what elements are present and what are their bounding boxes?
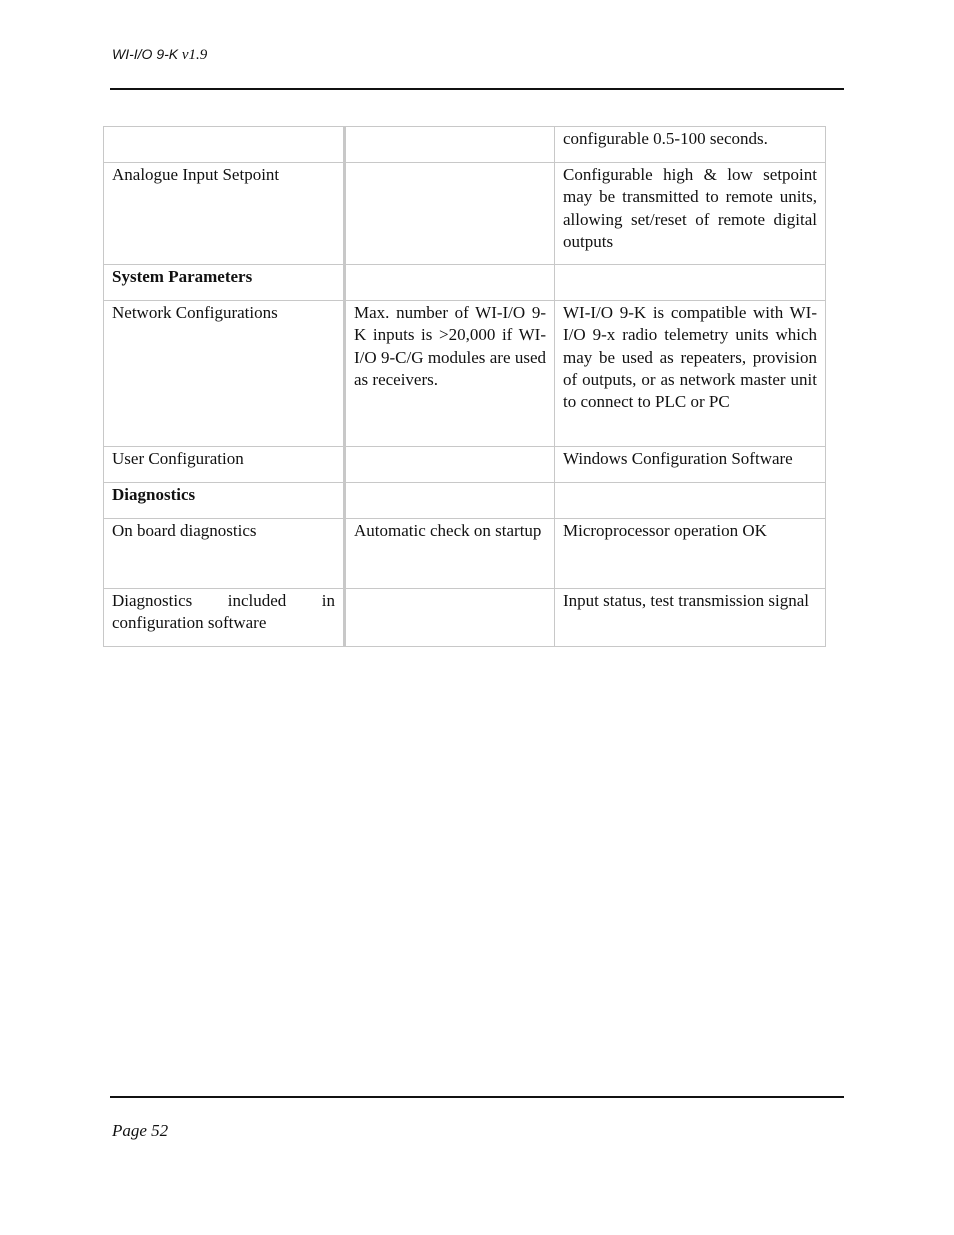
header-rule [110, 88, 844, 90]
table-cell: WI-I/O 9-K is compatible with WI-I/O 9-x radio telemetry units which may be used as repeaters, provision of outputs, or as network master unit to connect to PLC or PC [555, 301, 826, 447]
page-number: Page 52 [112, 1121, 169, 1140]
table-cell [555, 483, 826, 519]
table-cell [345, 265, 555, 301]
table-cell: Analogue Input Setpoint [104, 163, 345, 265]
table-cell: Configurable high & low setpoint may be transmitted to remote units, allowing set/reset of remote digital outputs [555, 163, 826, 265]
table-row [104, 519, 826, 589]
table-cell [104, 127, 345, 163]
section-heading-system-parameters: System Parameters [104, 265, 345, 301]
table-cell [345, 483, 555, 519]
table-row [104, 163, 826, 265]
table-row [104, 589, 826, 647]
table-cell: Network Configurations [104, 301, 345, 447]
table-row [104, 447, 826, 483]
table-row [104, 483, 826, 519]
header-product-name: WI-I/O 9-K [112, 46, 179, 62]
table-cell: configurable 0.5-100 seconds. [555, 127, 826, 163]
table-cell: Automatic check on startup [345, 519, 555, 589]
table-cell [555, 265, 826, 301]
specifications-table [103, 126, 826, 647]
table-cell [345, 127, 555, 163]
table-cell: User Configuration [104, 447, 345, 483]
table-row [104, 127, 826, 163]
table-cell: Diagnostics included in configuration software [104, 589, 345, 647]
table-row [104, 301, 826, 447]
footer-rule [110, 1096, 844, 1098]
section-heading-diagnostics: Diagnostics [104, 483, 345, 519]
page-header-title [112, 44, 207, 65]
table-cell [345, 447, 555, 483]
table-cell: Microprocessor operation OK [555, 519, 826, 589]
table-cell: Max. number of WI-I/O 9-K inputs is >20,000 if WI-I/O 9-C/G modules are used as receivers. [345, 301, 555, 447]
header-version: v1.9 [181, 47, 208, 63]
table-cell: Windows Configuration Software [555, 447, 826, 483]
table-cell: Input status, test transmission signal [555, 589, 826, 647]
table-row [104, 265, 826, 301]
table-cell [345, 163, 555, 265]
table-cell: On board diagnostics [104, 519, 345, 589]
table-cell [345, 589, 555, 647]
